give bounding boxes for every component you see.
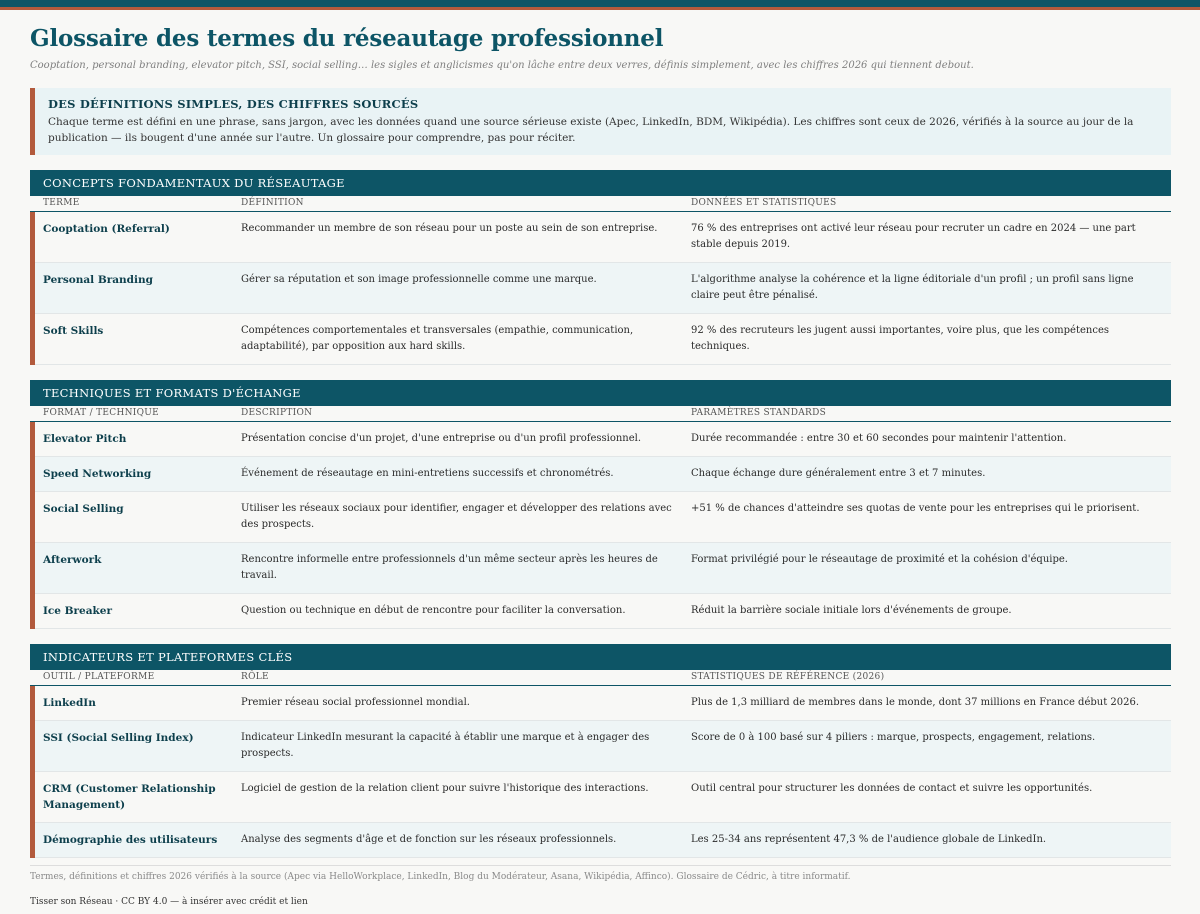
definition-cell: Premier réseau social professionnel mondial. [241,697,470,708]
term-cell: Afterwork [43,554,102,566]
data-cell: 76 % des entreprises ont activé leur réseau pour recruter un cadre en 2024 — une part stable depuis 2019. [691,223,1136,250]
table-row [35,457,1171,492]
column-header: DONNÉES ET STATISTIQUES [691,198,837,208]
column-header: RÔLE [241,672,269,682]
column-header: DÉFINITION [241,198,304,208]
table-body [30,422,1171,629]
term-cell: Speed Networking [43,468,152,480]
page-content [30,22,1171,909]
glossary-section [30,644,1171,858]
section-heading: INDICATEURS ET PLATEFORMES CLÉS [30,644,1171,670]
column-header: DESCRIPTION [241,408,313,418]
definition-cell: Utiliser les réseaux sociaux pour identifier, engager et développer des relations avec des prospects. [241,503,672,530]
column-header: STATISTIQUES DE RÉFÉRENCE (2026) [691,672,885,682]
term-cell: Social Selling [43,503,124,515]
definition-cell: Gérer sa réputation et son image professionnelle comme une marque. [241,274,597,285]
column-headers [30,670,1171,686]
data-cell: Score de 0 à 100 basé sur 4 piliers : marque, prospects, engagement, relations. [691,732,1096,743]
table-row [35,422,1171,457]
glossary-section [30,170,1171,365]
column-header: OUTIL / PLATEFORME [43,672,155,682]
term-cell: Personal Branding [43,274,153,286]
page-title: Glossaire des termes du réseautage professionnel [30,25,664,52]
data-cell: Outil central pour structurer les données de contact et suivre les opportunités. [691,783,1093,794]
table-row [35,543,1171,594]
page-subtitle: Cooptation, personal branding, elevator pitch, SSI, social selling… les sigles et anglicismes qu'on lâche entre deux verres, définis simplement, avec les chiffres 2026 qui tiennent debout. [30,60,974,71]
definition-cell: Analyse des segments d'âge et de fonction sur les réseaux professionnels. [241,834,617,845]
intro-title: DES DÉFINITIONS SIMPLES, DES CHIFFRES SOURCÉS [48,97,419,111]
intro-callout [30,88,1171,155]
table-body [30,212,1171,365]
definition-cell: Compétences comportementales et transversales (empathie, communication, adaptabilité), par opposition aux hard skills. [241,325,634,352]
table-body [30,686,1171,858]
term-cell: Soft Skills [43,325,104,337]
term-cell: LinkedIn [43,697,96,709]
table-row [35,212,1171,263]
top-accent-stripe [0,7,1200,10]
license-credit: Tisser son Réseau · CC BY 4.0 — à insérer avec crédit et lien [30,897,308,907]
column-header: FORMAT / TECHNIQUE [43,408,160,418]
term-cell: Elevator Pitch [43,433,127,445]
sources-note: Termes, définitions et chiffres 2026 vérifiés à la source (Apec via HelloWorkplace, LinkedIn, Blog du Modérateur, Asana, Wikipédia, Affinco). Glossaire de Cédric, à titre informatif. [30,865,1171,884]
table-row [35,772,1171,823]
table-row [35,721,1171,772]
term-cell: SSI (Social Selling Index) [43,732,194,744]
term-cell: Cooptation (Referral) [43,223,170,235]
data-cell: Les 25-34 ans représentent 47,3 % de l'audience globale de LinkedIn. [691,834,1047,845]
table-row [35,686,1171,721]
term-cell: CRM (Customer Relationship Management) [43,783,216,811]
data-cell: L'algorithme analyse la cohérence et la ligne éditoriale d'un profil ; un profil sans ligne claire peut être pénalisé. [691,274,1134,301]
definition-cell: Rencontre informelle entre professionnels d'un même secteur après les heures de travail. [241,554,658,581]
glossary-sections [30,170,1171,858]
definition-cell: Logiciel de gestion de la relation client pour suivre l'historique des interactions. [241,783,649,794]
definition-cell: Événement de réseautage en mini-entretiens successifs et chronométrés. [241,468,614,479]
data-cell: Durée recommandée : entre 30 et 60 secondes pour maintenir l'attention. [691,433,1067,444]
table-row [35,823,1171,858]
column-headers [30,196,1171,212]
definition-cell: Présentation concise d'un projet, d'une entreprise ou d'un profil professionnel. [241,433,642,444]
glossary-section [30,380,1171,629]
definition-cell: Recommander un membre de son réseau pour un poste au sein de son entreprise. [241,223,658,234]
data-cell: Format privilégié pour le réseautage de proximité et la cohésion d'équipe. [691,554,1068,565]
term-cell: Démographie des utilisateurs [43,834,218,846]
table-row [35,492,1171,543]
column-header: TERME [43,198,80,208]
column-header: PARAMÈTRES STANDARDS [691,408,827,418]
column-headers [30,406,1171,422]
table-row [35,314,1171,365]
table-row [35,594,1171,629]
data-cell: Réduit la barrière sociale initiale lors d'événements de groupe. [691,605,1012,616]
top-color-bar [0,0,1200,10]
data-cell: +51 % de chances d'atteindre ses quotas de vente pour les entreprises qui le priorisent. [691,503,1140,514]
data-cell: Chaque échange dure généralement entre 3 et 7 minutes. [691,468,986,479]
intro-text: Chaque terme est défini en une phrase, sans jargon, avec les données quand une source sérieuse existe (Apec, LinkedIn, BDM, Wikipédia). Les chiffres sont ceux de 2026, vérifiés à la source au jour de la publication — ils bougent d'une année sur l'autre. Un glossaire pour comprendre, pas pour réciter. [48,116,1134,144]
definition-cell: Indicateur LinkedIn mesurant la capacité à établir une marque et à engager des prospects. [241,732,650,759]
section-heading: CONCEPTS FONDAMENTAUX DU RÉSEAUTAGE [30,170,1171,196]
section-heading: TECHNIQUES ET FORMATS D'ÉCHANGE [30,380,1171,406]
data-cell: Plus de 1,3 milliard de membres dans le monde, dont 37 millions en France début 2026. [691,697,1140,708]
definition-cell: Question ou technique en début de rencontre pour faciliter la conversation. [241,605,626,616]
data-cell: 92 % des recruteurs les jugent aussi importantes, voire plus, que les compétences techniques. [691,325,1109,352]
table-row [35,263,1171,314]
term-cell: Ice Breaker [43,605,113,617]
